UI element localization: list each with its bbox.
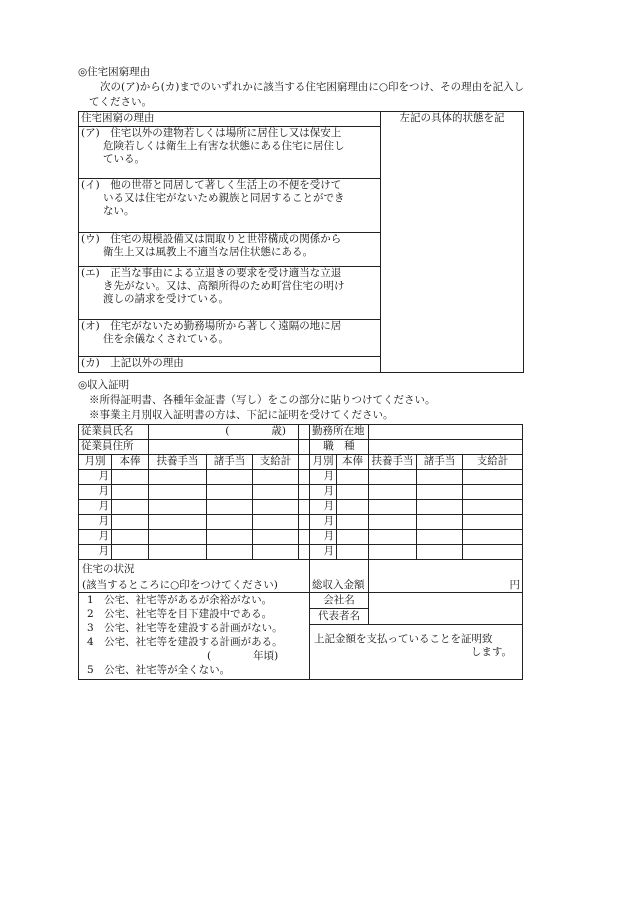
housing-status-box[interactable] <box>79 560 310 680</box>
amount-cell[interactable] <box>417 470 463 485</box>
reason-d[interactable] <box>79 267 381 320</box>
month-cell[interactable]: 月 <box>79 500 112 515</box>
employee-name-label: 従業員氏名 <box>79 425 149 440</box>
col-month: 月別 <box>310 455 337 470</box>
amount-cell[interactable] <box>337 500 369 515</box>
month-cell[interactable]: 月 <box>79 530 112 545</box>
company-rep-fields[interactable] <box>369 592 523 625</box>
amount-cell[interactable] <box>149 530 207 545</box>
amount-cell[interactable] <box>207 470 253 485</box>
amount-cell[interactable] <box>253 515 299 530</box>
col-month: 月別 <box>79 455 112 470</box>
spacer-cell <box>299 425 310 440</box>
company-rep-labels <box>310 592 369 625</box>
reason-header: 住宅困窮の理由 <box>79 112 381 127</box>
total-income-field[interactable] <box>369 560 523 593</box>
reason-a-line: (ア) 住宅以外の建物若しくは場所に居住し又は保安上 <box>81 127 342 139</box>
housing-reason-table <box>78 111 524 373</box>
housing-option-4-year[interactable]: ( 年頃) <box>207 650 279 662</box>
workplace-label: 勤務所在地 <box>310 425 369 440</box>
reason-b-line: (イ) 他の世帯と同居して著しく生活上の不便を受けて <box>81 179 342 191</box>
income-certificate-table <box>78 424 523 680</box>
amount-cell[interactable] <box>417 530 463 545</box>
reason-f-line: (カ) 上記以外の理由 <box>81 357 184 369</box>
amount-cell[interactable] <box>369 515 417 530</box>
total-income-label-text: 総収入金額 <box>312 578 365 591</box>
employee-age-field[interactable]: ( 歳) <box>149 425 299 440</box>
housing-option-1[interactable]: 1 公宅、社宅等があるが余裕がない。 <box>87 594 273 606</box>
reason-b-line: いる又は住宅がないため親族と同居することができ <box>103 192 345 204</box>
amount-cell[interactable] <box>149 470 207 485</box>
reason-d-line: (エ) 正当な事由による立退きの要求を受け適当な立退 <box>81 267 342 279</box>
income-note-2: ※事業主月別収入証明書の方は、下記に証明を受けてください。 <box>89 409 394 421</box>
amount-cell[interactable] <box>207 545 253 560</box>
amount-cell[interactable] <box>369 470 417 485</box>
amount-cell[interactable] <box>253 545 299 560</box>
amount-cell[interactable] <box>463 515 523 530</box>
month-cell[interactable]: 月 <box>310 515 337 530</box>
amount-cell[interactable] <box>207 530 253 545</box>
employee-address-label: 従業員住所 <box>79 440 149 455</box>
amount-cell[interactable] <box>369 500 417 515</box>
table-row <box>79 500 523 515</box>
amount-cell[interactable] <box>112 500 149 515</box>
amount-cell[interactable] <box>337 470 369 485</box>
detail-input-area[interactable] <box>381 127 524 373</box>
amount-cell[interactable] <box>112 515 149 530</box>
col-base-salary: 本俸 <box>337 455 369 470</box>
table-row <box>79 545 523 560</box>
table-row <box>79 515 523 530</box>
spacer-cell <box>299 530 310 545</box>
certification-line-2: します。 <box>470 646 513 659</box>
col-base-salary: 本俸 <box>112 455 149 470</box>
month-cell[interactable]: 月 <box>79 515 112 530</box>
housing-option-3[interactable]: 3 公宅、社宅等を建設する計画がない。 <box>87 622 283 634</box>
employee-address-field[interactable] <box>149 440 299 455</box>
reason-a[interactable] <box>79 127 381 179</box>
company-label: 会社名 <box>310 593 368 609</box>
col-allowances: 諸手当 <box>417 455 463 470</box>
amount-cell[interactable] <box>463 485 523 500</box>
month-cell[interactable]: 月 <box>79 485 112 500</box>
col-family-allowance: 扶養手当 <box>149 455 207 470</box>
reason-c-line: 衛生上又は風教上不適当な居住状態にある。 <box>103 246 313 258</box>
amount-cell[interactable] <box>149 545 207 560</box>
amount-cell[interactable] <box>149 515 207 530</box>
col-total: 支給計 <box>463 455 523 470</box>
amount-cell[interactable] <box>112 530 149 545</box>
reason-d-line: 渡しの請求を受けている。 <box>103 293 229 305</box>
amount-cell[interactable] <box>417 500 463 515</box>
amount-cell[interactable] <box>149 500 207 515</box>
housing-option-2[interactable]: 2 公宅、社宅等を目下建設中である。 <box>87 608 273 620</box>
spacer-cell <box>299 470 310 485</box>
reason-c-line: (ウ) 住宅の規模設備又は間取りと世帯構成の関係から <box>81 233 342 245</box>
reason-a-line: ている。 <box>103 153 145 165</box>
amount-cell[interactable] <box>112 545 149 560</box>
amount-cell[interactable] <box>207 485 253 500</box>
housing-status-instruction: (該当するところに○印をつけてください) <box>79 578 309 593</box>
amount-cell[interactable] <box>463 545 523 560</box>
month-cell[interactable]: 月 <box>310 500 337 515</box>
spacer-cell <box>299 455 310 470</box>
amount-cell[interactable] <box>253 500 299 515</box>
amount-cell[interactable] <box>207 515 253 530</box>
spacer-cell <box>299 545 310 560</box>
section-heading-housing-reason: ◎住宅困窮理由 <box>78 66 151 78</box>
amount-cell[interactable] <box>337 530 369 545</box>
certification-line-1: 上記金額を支払っていることを証明致 <box>314 633 493 646</box>
reason-e[interactable] <box>79 320 381 357</box>
table-row <box>79 485 523 500</box>
amount-cell[interactable] <box>463 470 523 485</box>
amount-cell[interactable] <box>112 470 149 485</box>
amount-cell[interactable] <box>337 515 369 530</box>
representative-label: 代表者名 <box>318 609 360 622</box>
spacer-cell <box>299 440 310 455</box>
job-label: 職 種 <box>310 440 369 455</box>
detail-header <box>381 112 524 127</box>
amount-cell[interactable] <box>253 485 299 500</box>
reason-c[interactable] <box>79 233 381 267</box>
reason-f[interactable] <box>79 357 381 373</box>
amount-cell[interactable] <box>112 485 149 500</box>
amount-cell[interactable] <box>463 500 523 515</box>
month-cell[interactable]: 月 <box>310 470 337 485</box>
amount-cell[interactable] <box>207 500 253 515</box>
amount-cell[interactable] <box>369 545 417 560</box>
workplace-field[interactable] <box>369 425 523 440</box>
table-row <box>79 470 523 485</box>
amount-cell[interactable] <box>253 470 299 485</box>
amount-cell[interactable] <box>253 530 299 545</box>
col-family-allowance: 扶養手当 <box>369 455 417 470</box>
spacer-cell <box>299 485 310 500</box>
instruction-line-1: 次の(ア)から(カ)までのいずれかに該当する住宅困窮理由に○印をつけ、その理由を記入し <box>100 81 525 93</box>
reason-a-line: 危険若しくは衛生上有害な状態にある住宅に居住し <box>103 140 345 152</box>
month-cell[interactable]: 月 <box>310 530 337 545</box>
month-cell[interactable]: 月 <box>79 470 112 485</box>
amount-cell[interactable] <box>337 485 369 500</box>
amount-cell[interactable] <box>369 485 417 500</box>
detail-header-line-1: 左記の具体的状態を記 <box>399 112 505 124</box>
spacer-cell <box>299 515 310 530</box>
certification-box <box>310 625 523 680</box>
instruction-line-2: てください。 <box>89 96 152 108</box>
amount-cell[interactable] <box>417 485 463 500</box>
income-note-1: ※所得証明書、各種年金証書（写し）をこの部分に貼りつけてください。 <box>89 394 436 406</box>
col-total: 支給計 <box>253 455 299 470</box>
housing-option-5[interactable]: 5 公宅、社宅等が全くない。 <box>87 664 231 676</box>
amount-cell[interactable] <box>337 545 369 560</box>
month-cell[interactable]: 月 <box>79 545 112 560</box>
reason-d-line: き先がない。又は、高額所得のため町営住宅の明け <box>103 280 345 292</box>
reason-e-line: (オ) 住宅がないため勤務場所から著しく遠隔の地に居 <box>81 320 342 332</box>
amount-cell[interactable] <box>417 545 463 560</box>
spacer-cell <box>299 500 310 515</box>
amount-cell[interactable] <box>463 530 523 545</box>
reason-b[interactable] <box>79 179 381 233</box>
yen-unit: 円 <box>509 578 521 591</box>
total-income-label <box>310 560 369 593</box>
job-field[interactable] <box>369 440 523 455</box>
amount-cell[interactable] <box>149 485 207 500</box>
month-cell[interactable]: 月 <box>310 545 337 560</box>
section-heading-income: ◎収入証明 <box>78 379 130 391</box>
col-allowances: 諸手当 <box>207 455 253 470</box>
amount-cell[interactable] <box>369 530 417 545</box>
table-row <box>79 530 523 545</box>
month-cell[interactable]: 月 <box>310 485 337 500</box>
amount-cell[interactable] <box>417 515 463 530</box>
housing-option-4[interactable]: 4 公宅、社宅等を建設する計画がある。 <box>87 636 283 648</box>
reason-e-line: 住を余儀なくされている。 <box>103 333 229 345</box>
reason-b-line: ない。 <box>103 205 135 217</box>
housing-status-title: 住宅の状況 <box>82 563 135 575</box>
